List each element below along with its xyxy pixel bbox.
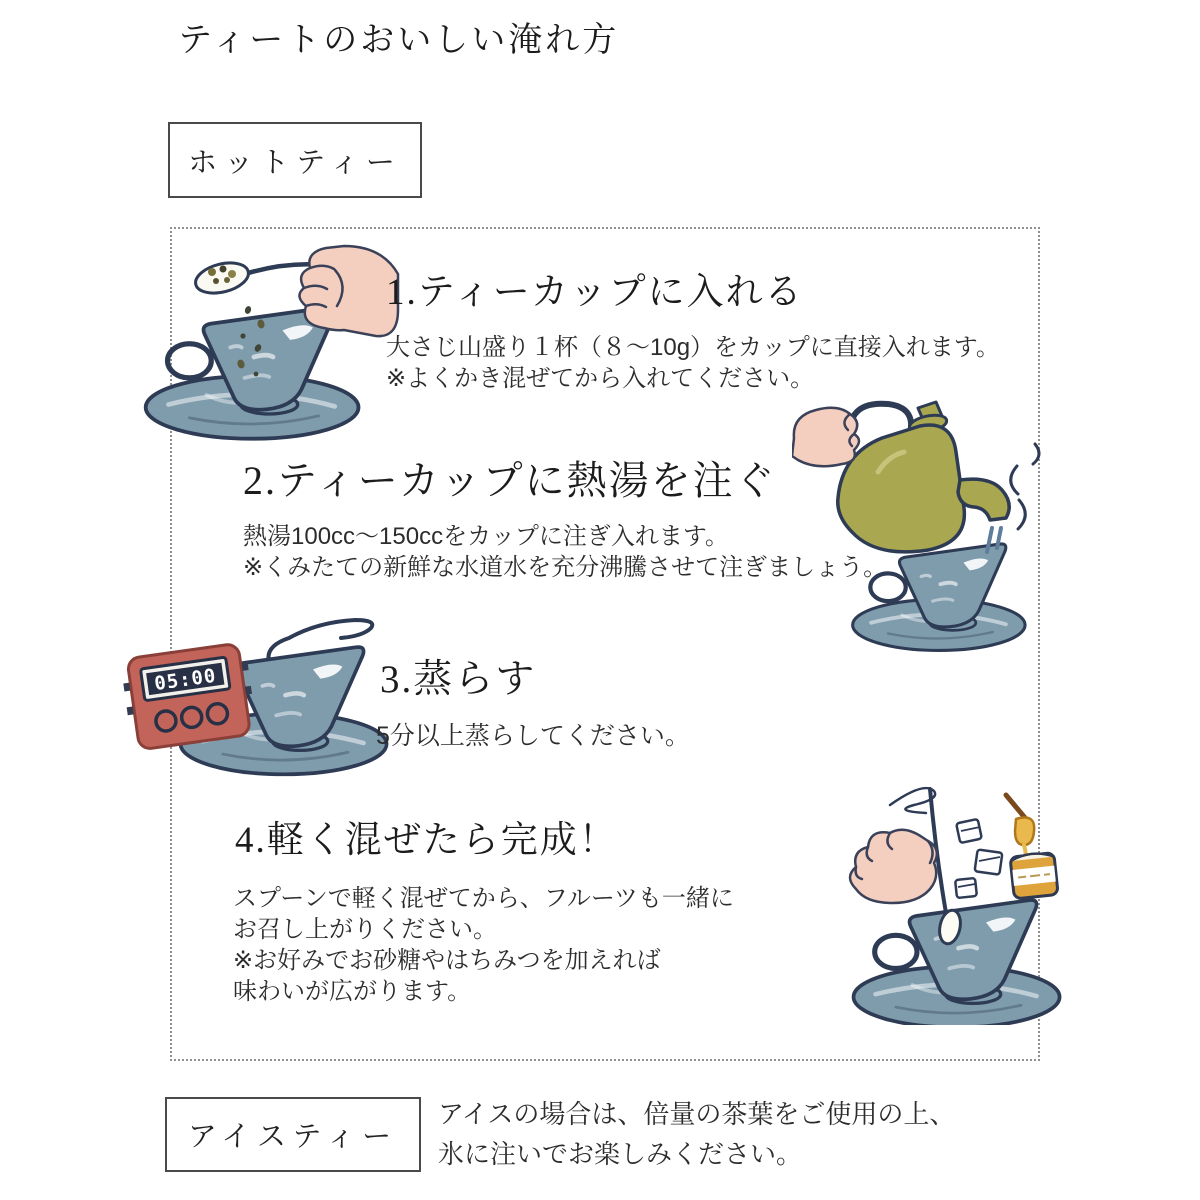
step4-note2: 味わいが広がります。 <box>233 978 472 1005</box>
step1-heading: 1.ティーカップに入れる <box>386 272 804 313</box>
hand-icon <box>850 830 937 903</box>
timer-icon <box>120 642 258 751</box>
sugar-cubes-icon <box>955 819 1002 898</box>
step4-illustration <box>830 775 1082 1025</box>
step4-note1: ※お好みでお砂糖やはちみつを加えれば <box>233 947 661 974</box>
step2-body <box>243 521 887 583</box>
step1-line1: 大さじ山盛り１杯（８～10g）をカップに直接入れます。 <box>386 334 1000 361</box>
hand-icon <box>299 246 398 336</box>
step3-line1: 5分以上蒸らしてください。 <box>376 722 690 750</box>
teacup-icon <box>853 544 1025 650</box>
honey-dipper-icon <box>1006 795 1034 863</box>
timer-display: 05:00 <box>153 664 218 696</box>
step3-body <box>376 721 690 752</box>
ice-tea-note <box>438 1094 955 1174</box>
step1-note: ※よくかき混ぜてから入れてください。 <box>386 365 815 392</box>
hot-tea-label-box <box>168 122 422 198</box>
step3-heading: 3.蒸らす <box>380 658 537 701</box>
ice-tea-line1: アイスの場合は、倍量の茶葉をご使用の上、 <box>438 1099 956 1129</box>
step1-illustration <box>130 238 400 448</box>
step4-line2: お召し上がりください。 <box>233 916 497 943</box>
honey-jar-icon <box>1010 852 1058 899</box>
step2-line1: 熱湯100cc～150ccをカップに注ぎ入れます。 <box>243 523 729 550</box>
hot-tea-label: ホットティー <box>188 146 402 179</box>
step4-line1: スプーンで軽く混ぜてから、フルーツも一緒に <box>233 885 734 912</box>
steam-icon <box>1011 444 1039 529</box>
hand-icon <box>792 408 859 467</box>
kettle-icon <box>838 402 1009 552</box>
page-title: ティートのおいしい淹れ方 <box>178 22 620 59</box>
step2-note: ※くみたての新鮮な水道水を充分沸騰させて注ぎましょう。 <box>243 554 888 581</box>
step4-body <box>233 883 734 1007</box>
step2-heading: 2.ティーカップに熱湯を注ぐ <box>243 458 777 503</box>
ice-tea-label: アイスティー <box>187 1121 399 1153</box>
ice-tea-line2: 氷に注いでお楽しみください。 <box>438 1139 803 1169</box>
step2-illustration <box>792 380 1044 660</box>
step4-heading: 4.軽く混ぜたら完成！ <box>235 820 618 861</box>
ice-tea-label-box <box>165 1097 421 1172</box>
step3-illustration <box>113 598 403 793</box>
